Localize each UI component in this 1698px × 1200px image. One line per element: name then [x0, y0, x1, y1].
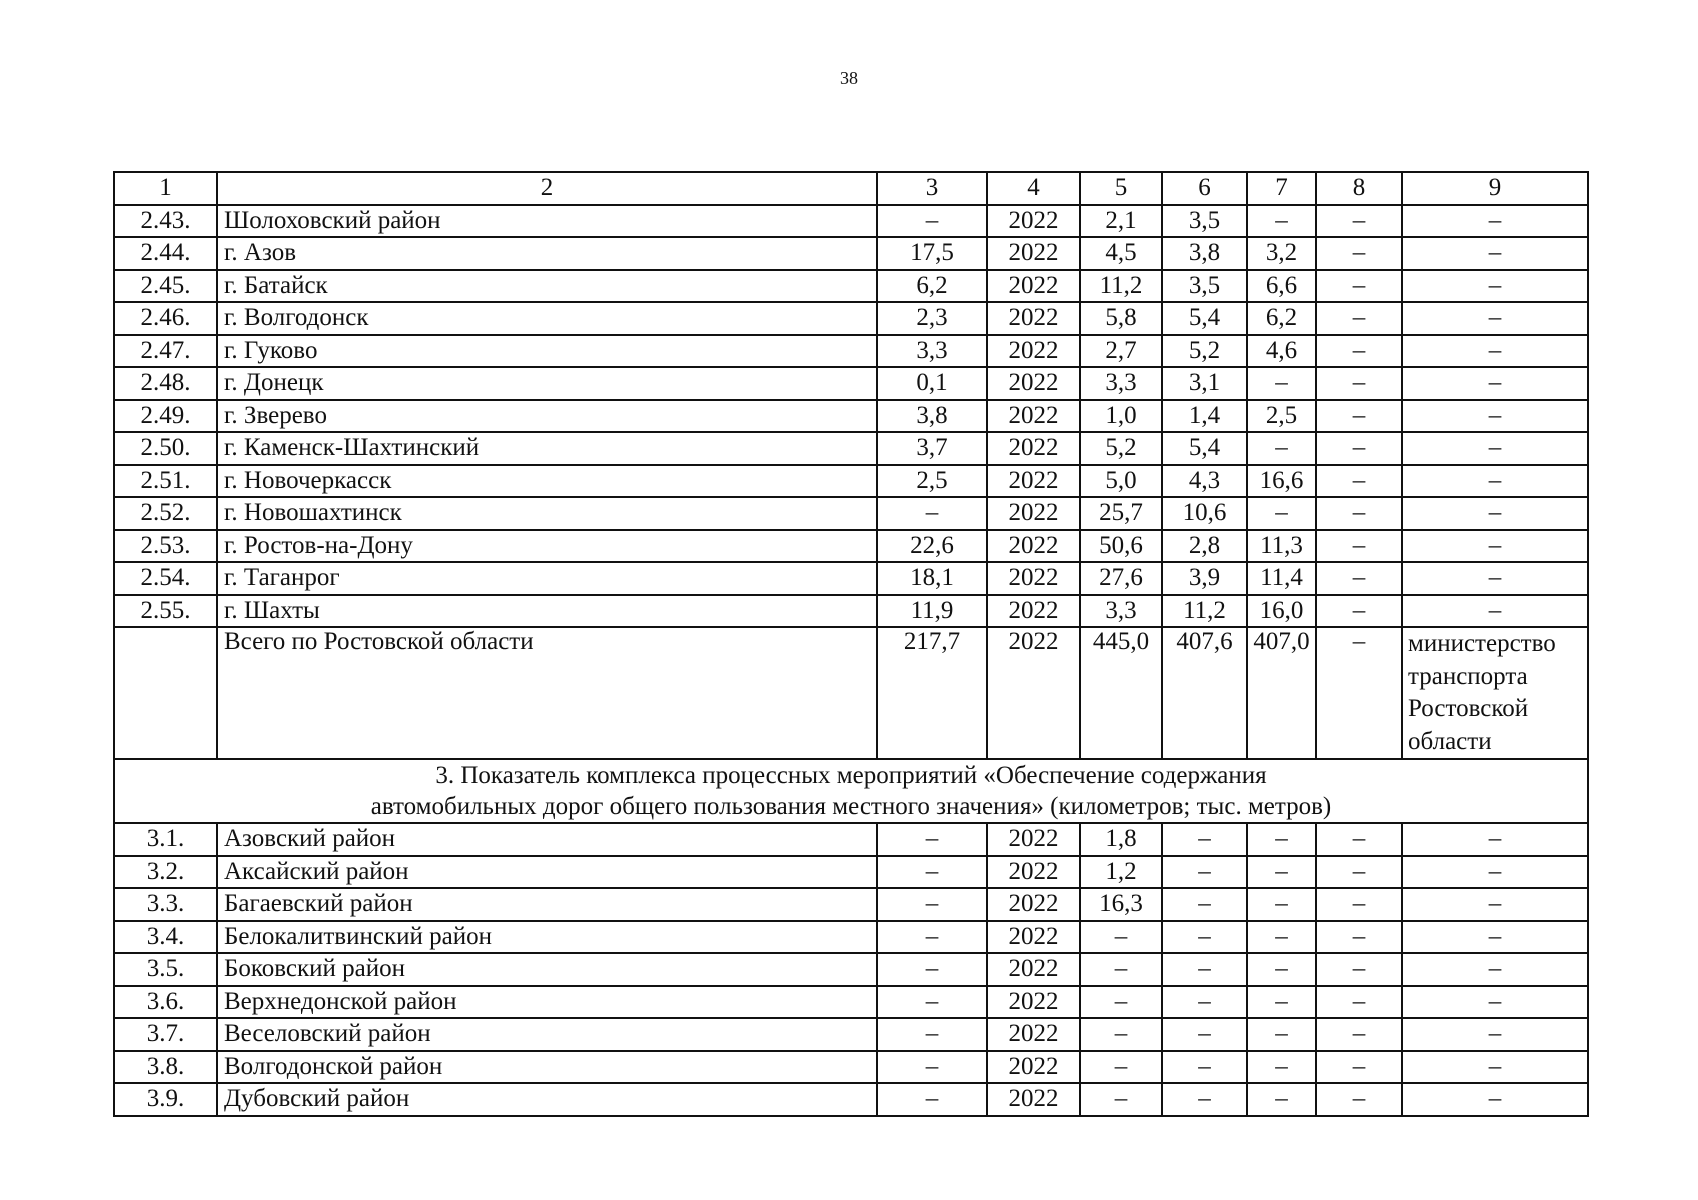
- value-cell: 5,2: [1162, 335, 1247, 368]
- row-number-cell: 3.8.: [114, 1051, 217, 1084]
- row-number-cell: 2.43.: [114, 205, 217, 238]
- value-cell: –: [1080, 921, 1162, 954]
- value-cell: 3,9: [1162, 562, 1247, 595]
- value-cell: 2022: [987, 237, 1080, 270]
- row-number-cell: 2.52.: [114, 497, 217, 530]
- value-cell: 2022: [987, 953, 1080, 986]
- table-row: [114, 1018, 1588, 1051]
- value-cell: 16,3: [1080, 888, 1162, 921]
- value-cell: –: [1080, 1018, 1162, 1051]
- table-row: [114, 530, 1588, 563]
- table-row: [114, 497, 1588, 530]
- total-cell: 407,0: [1247, 627, 1316, 759]
- value-cell: 2022: [987, 205, 1080, 238]
- value-cell: –: [1402, 921, 1588, 954]
- ministry-line: Ростовской: [1408, 695, 1529, 722]
- value-cell: 1,0: [1080, 400, 1162, 433]
- territory-name-cell: Аксайский район: [217, 856, 877, 889]
- value-cell: –: [1316, 921, 1402, 954]
- header-row: [114, 172, 1588, 205]
- table-row: [114, 856, 1588, 889]
- territory-name-cell: г. Волгодонск: [217, 302, 877, 335]
- value-cell: –: [1402, 302, 1588, 335]
- value-cell: 2022: [987, 367, 1080, 400]
- value-cell: 11,2: [1080, 270, 1162, 303]
- value-cell: –: [1316, 465, 1402, 498]
- value-cell: 2,1: [1080, 205, 1162, 238]
- value-cell: 3,2: [1247, 237, 1316, 270]
- value-cell: 3,5: [1162, 205, 1247, 238]
- value-cell: 3,8: [1162, 237, 1247, 270]
- value-cell: –: [1316, 270, 1402, 303]
- value-cell: 5,4: [1162, 432, 1247, 465]
- value-cell: 2022: [987, 823, 1080, 856]
- value-cell: –: [877, 1051, 987, 1084]
- total-row: [114, 627, 1588, 759]
- value-cell: –: [1162, 856, 1247, 889]
- value-cell: 18,1: [877, 562, 987, 595]
- value-cell: –: [877, 205, 987, 238]
- value-cell: 11,4: [1247, 562, 1316, 595]
- value-cell: –: [1402, 237, 1588, 270]
- row-number-cell: 2.50.: [114, 432, 217, 465]
- value-cell: –: [1080, 986, 1162, 1019]
- header-cell: 7: [1247, 172, 1316, 205]
- table-row: [114, 302, 1588, 335]
- territory-name-cell: г. Гуково: [217, 335, 877, 368]
- value-cell: 3,3: [877, 335, 987, 368]
- value-cell: –: [1316, 335, 1402, 368]
- header-cell: 2: [217, 172, 877, 205]
- value-cell: –: [1316, 205, 1402, 238]
- value-cell: –: [1316, 856, 1402, 889]
- value-cell: –: [1247, 986, 1316, 1019]
- value-cell: –: [1402, 1083, 1588, 1116]
- total-number-cell: [114, 627, 217, 759]
- value-cell: 11,2: [1162, 595, 1247, 628]
- value-cell: –: [1402, 205, 1588, 238]
- value-cell: 2022: [987, 921, 1080, 954]
- value-cell: 2022: [987, 465, 1080, 498]
- value-cell: 2022: [987, 302, 1080, 335]
- value-cell: 11,3: [1247, 530, 1316, 563]
- table-row: [114, 823, 1588, 856]
- value-cell: –: [1316, 562, 1402, 595]
- row-number-cell: 2.51.: [114, 465, 217, 498]
- territory-name-cell: г. Шахты: [217, 595, 877, 628]
- value-cell: –: [1316, 1083, 1402, 1116]
- value-cell: 3,1: [1162, 367, 1247, 400]
- value-cell: 6,2: [877, 270, 987, 303]
- ministry-line: транспорта: [1408, 662, 1528, 690]
- header-cell: 1: [114, 172, 217, 205]
- row-number-cell: 3.6.: [114, 986, 217, 1019]
- value-cell: –: [1316, 986, 1402, 1019]
- value-cell: –: [1162, 986, 1247, 1019]
- value-cell: –: [877, 823, 987, 856]
- table-row: [114, 270, 1588, 303]
- territory-name-cell: Багаевский район: [217, 888, 877, 921]
- indicator-table: [113, 171, 1589, 1117]
- ministry-line: министерство: [1408, 630, 1556, 657]
- value-cell: 4,5: [1080, 237, 1162, 270]
- value-cell: 2022: [987, 888, 1080, 921]
- header-cell: 9: [1402, 172, 1588, 205]
- ministry-line: области: [1408, 727, 1492, 755]
- value-cell: –: [1316, 237, 1402, 270]
- value-cell: 2022: [987, 595, 1080, 628]
- value-cell: –: [1402, 1018, 1588, 1051]
- value-cell: –: [1316, 497, 1402, 530]
- total-cell: –: [1316, 627, 1402, 759]
- row-number-cell: 2.48.: [114, 367, 217, 400]
- value-cell: 6,6: [1247, 270, 1316, 303]
- total-cell: 445,0: [1080, 627, 1162, 759]
- value-cell: –: [1402, 953, 1588, 986]
- value-cell: –: [1247, 953, 1316, 986]
- value-cell: –: [1247, 497, 1316, 530]
- value-cell: 5,4: [1162, 302, 1247, 335]
- value-cell: 3,3: [1080, 595, 1162, 628]
- value-cell: –: [1316, 400, 1402, 433]
- total-cell: 217,7: [877, 627, 987, 759]
- value-cell: 10,6: [1162, 497, 1247, 530]
- value-cell: –: [1247, 1051, 1316, 1084]
- value-cell: –: [1162, 1051, 1247, 1084]
- value-cell: 3,3: [1080, 367, 1162, 400]
- value-cell: –: [1402, 856, 1588, 889]
- value-cell: –: [1162, 823, 1247, 856]
- value-cell: 3,5: [1162, 270, 1247, 303]
- header-cell: 8: [1316, 172, 1402, 205]
- section-heading: [114, 759, 1588, 823]
- value-cell: –: [1080, 1083, 1162, 1116]
- table-row: [114, 921, 1588, 954]
- value-cell: 2022: [987, 270, 1080, 303]
- value-cell: 5,0: [1080, 465, 1162, 498]
- value-cell: –: [1316, 823, 1402, 856]
- value-cell: 2,8: [1162, 530, 1247, 563]
- value-cell: –: [1316, 595, 1402, 628]
- value-cell: 2022: [987, 1018, 1080, 1051]
- section-heading-line: автомобильных дорог общего пользования местного значения» (километров; тыс. метров): [370, 793, 1332, 820]
- responsible-ministry: [1402, 627, 1588, 759]
- value-cell: –: [1402, 270, 1588, 303]
- table-row: [114, 205, 1588, 238]
- value-cell: –: [1316, 367, 1402, 400]
- value-cell: –: [1080, 1051, 1162, 1084]
- territory-name-cell: Азовский район: [217, 823, 877, 856]
- value-cell: –: [1162, 888, 1247, 921]
- row-number-cell: 3.5.: [114, 953, 217, 986]
- value-cell: 4,6: [1247, 335, 1316, 368]
- value-cell: 2022: [987, 1083, 1080, 1116]
- value-cell: 2022: [987, 335, 1080, 368]
- table-row: [114, 1051, 1588, 1084]
- territory-name-cell: Волгодонской район: [217, 1051, 877, 1084]
- value-cell: 2022: [987, 1051, 1080, 1084]
- table-row: [114, 465, 1588, 498]
- header-cell: 5: [1080, 172, 1162, 205]
- value-cell: –: [1402, 1051, 1588, 1084]
- row-number-cell: 2.45.: [114, 270, 217, 303]
- row-number-cell: 3.4.: [114, 921, 217, 954]
- value-cell: –: [1247, 856, 1316, 889]
- territory-name-cell: г. Батайск: [217, 270, 877, 303]
- value-cell: 16,0: [1247, 595, 1316, 628]
- value-cell: –: [1402, 562, 1588, 595]
- value-cell: 2022: [987, 562, 1080, 595]
- value-cell: –: [877, 1018, 987, 1051]
- table-row: [114, 432, 1588, 465]
- value-cell: 2022: [987, 530, 1080, 563]
- value-cell: –: [1162, 1018, 1247, 1051]
- value-cell: –: [877, 953, 987, 986]
- value-cell: –: [1402, 888, 1588, 921]
- value-cell: 4,3: [1162, 465, 1247, 498]
- total-cell: 2022: [987, 627, 1080, 759]
- value-cell: –: [1162, 921, 1247, 954]
- territory-name-cell: Верхнедонской район: [217, 986, 877, 1019]
- section-heading-row: [114, 759, 1588, 823]
- table-row: [114, 595, 1588, 628]
- table-row: [114, 1083, 1588, 1116]
- territory-name-cell: г. Новошахтинск: [217, 497, 877, 530]
- value-cell: 3,8: [877, 400, 987, 433]
- table-row: [114, 400, 1588, 433]
- value-cell: –: [1316, 888, 1402, 921]
- value-cell: –: [877, 986, 987, 1019]
- value-cell: –: [877, 888, 987, 921]
- value-cell: 2022: [987, 986, 1080, 1019]
- value-cell: –: [1247, 823, 1316, 856]
- value-cell: 0,1: [877, 367, 987, 400]
- value-cell: –: [877, 856, 987, 889]
- value-cell: 2,5: [1247, 400, 1316, 433]
- value-cell: –: [1402, 595, 1588, 628]
- page-number: 38: [840, 68, 858, 88]
- value-cell: –: [1402, 335, 1588, 368]
- value-cell: –: [1162, 953, 1247, 986]
- row-number-cell: 3.2.: [114, 856, 217, 889]
- value-cell: –: [1316, 953, 1402, 986]
- territory-name-cell: Шолоховский район: [217, 205, 877, 238]
- value-cell: 5,2: [1080, 432, 1162, 465]
- value-cell: 3,7: [877, 432, 987, 465]
- value-cell: –: [1247, 205, 1316, 238]
- value-cell: 6,2: [1247, 302, 1316, 335]
- total-cell: 407,6: [1162, 627, 1247, 759]
- value-cell: –: [1247, 367, 1316, 400]
- value-cell: 25,7: [1080, 497, 1162, 530]
- value-cell: 11,9: [877, 595, 987, 628]
- row-number-cell: 2.53.: [114, 530, 217, 563]
- value-cell: –: [1316, 530, 1402, 563]
- value-cell: –: [1402, 367, 1588, 400]
- value-cell: 1,4: [1162, 400, 1247, 433]
- section-heading-line: 3. Показатель комплекса процессных мероприятий «Обеспечение содержания: [435, 762, 1267, 789]
- value-cell: –: [877, 1083, 987, 1116]
- value-cell: 22,6: [877, 530, 987, 563]
- row-number-cell: 3.9.: [114, 1083, 217, 1116]
- value-cell: –: [1162, 1083, 1247, 1116]
- header-cell: 6: [1162, 172, 1247, 205]
- value-cell: 2,5: [877, 465, 987, 498]
- row-number-cell: 2.49.: [114, 400, 217, 433]
- value-cell: 2022: [987, 856, 1080, 889]
- value-cell: –: [1402, 823, 1588, 856]
- value-cell: 2022: [987, 432, 1080, 465]
- value-cell: –: [1402, 986, 1588, 1019]
- table-row: [114, 237, 1588, 270]
- value-cell: 1,8: [1080, 823, 1162, 856]
- value-cell: 27,6: [1080, 562, 1162, 595]
- value-cell: –: [1316, 432, 1402, 465]
- row-number-cell: 2.46.: [114, 302, 217, 335]
- row-number-cell: 2.55.: [114, 595, 217, 628]
- value-cell: –: [1402, 400, 1588, 433]
- table-row: [114, 953, 1588, 986]
- row-number-cell: 2.54.: [114, 562, 217, 595]
- header-cell: 4: [987, 172, 1080, 205]
- territory-name-cell: г. Донецк: [217, 367, 877, 400]
- value-cell: 1,2: [1080, 856, 1162, 889]
- value-cell: 2022: [987, 400, 1080, 433]
- value-cell: 2,3: [877, 302, 987, 335]
- territory-name-cell: г. Новочеркасск: [217, 465, 877, 498]
- value-cell: 2022: [987, 497, 1080, 530]
- table-row: [114, 562, 1588, 595]
- value-cell: –: [1316, 302, 1402, 335]
- territory-name-cell: Белокалитвинский район: [217, 921, 877, 954]
- territory-name-cell: Веселовский район: [217, 1018, 877, 1051]
- territory-name-cell: г. Азов: [217, 237, 877, 270]
- value-cell: 16,6: [1247, 465, 1316, 498]
- value-cell: –: [877, 921, 987, 954]
- row-number-cell: 3.1.: [114, 823, 217, 856]
- territory-name-cell: г. Таганрог: [217, 562, 877, 595]
- value-cell: –: [877, 497, 987, 530]
- table-row: [114, 367, 1588, 400]
- value-cell: –: [1402, 465, 1588, 498]
- value-cell: 5,8: [1080, 302, 1162, 335]
- table-body: [114, 172, 1588, 1116]
- value-cell: –: [1402, 432, 1588, 465]
- value-cell: –: [1247, 888, 1316, 921]
- value-cell: –: [1402, 497, 1588, 530]
- value-cell: –: [1080, 953, 1162, 986]
- territory-name-cell: г. Зверево: [217, 400, 877, 433]
- value-cell: –: [1247, 432, 1316, 465]
- territory-name-cell: г. Каменск-Шахтинский: [217, 432, 877, 465]
- value-cell: –: [1402, 530, 1588, 563]
- row-number-cell: 2.47.: [114, 335, 217, 368]
- value-cell: 2,7: [1080, 335, 1162, 368]
- table-row: [114, 888, 1588, 921]
- value-cell: 50,6: [1080, 530, 1162, 563]
- value-cell: –: [1247, 1018, 1316, 1051]
- value-cell: –: [1316, 1018, 1402, 1051]
- territory-name-cell: Дубовский район: [217, 1083, 877, 1116]
- territory-name-cell: Боковский район: [217, 953, 877, 986]
- value-cell: –: [1247, 1083, 1316, 1116]
- row-number-cell: 3.7.: [114, 1018, 217, 1051]
- value-cell: –: [1316, 1051, 1402, 1084]
- table-row: [114, 335, 1588, 368]
- territory-name-cell: г. Ростов-на-Дону: [217, 530, 877, 563]
- row-number-cell: 3.3.: [114, 888, 217, 921]
- value-cell: 17,5: [877, 237, 987, 270]
- table-row: [114, 986, 1588, 1019]
- header-cell: 3: [877, 172, 987, 205]
- row-number-cell: 2.44.: [114, 237, 217, 270]
- total-label: Всего по Ростовской области: [217, 627, 877, 759]
- value-cell: –: [1247, 921, 1316, 954]
